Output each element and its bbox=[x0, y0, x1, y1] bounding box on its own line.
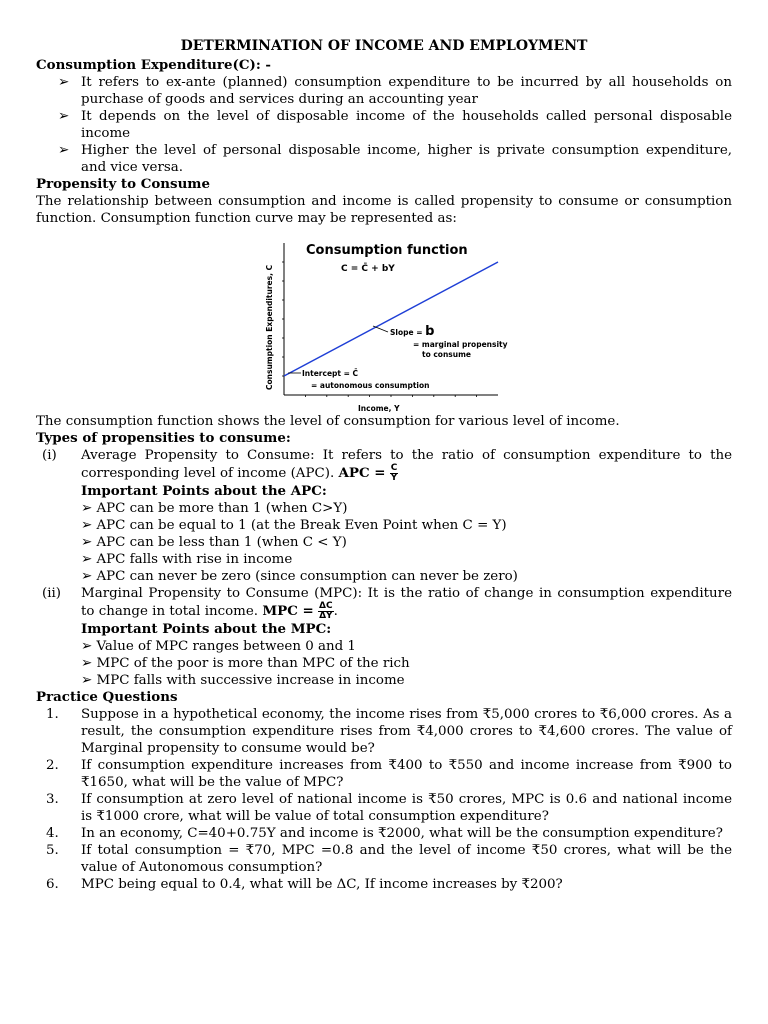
arrow-bullet-icon: ➢ bbox=[58, 75, 70, 90]
list-item: ➢ It refers to ex-ante (planned) consumption expenditure to be incurred by all households on purchase of goods and services during an accounting year bbox=[58, 75, 732, 107]
propensity-text: The relationship between consumption and income is called propensity to consume or consumption function. Consumption function curve may be represented as: bbox=[36, 194, 732, 226]
arrow-bullet-icon: ➢ bbox=[81, 639, 97, 654]
consumption-heading: Consumption Expenditure(C): - bbox=[36, 57, 271, 73]
arrow-bullet-icon: ➢ bbox=[81, 673, 97, 688]
consumption-function-chart bbox=[36, 227, 732, 413]
mpc-number: (ii) bbox=[42, 586, 62, 601]
chart-svg bbox=[36, 227, 732, 413]
propensity-heading: Propensity to Consume bbox=[36, 176, 210, 192]
list-item: ➢ APC can be equal to 1 (at the Break Even Point when C = Y) bbox=[81, 518, 507, 533]
arrow-bullet-icon: ➢ bbox=[81, 656, 97, 671]
arrow-bullet-icon: ➢ bbox=[81, 552, 97, 567]
slope-label: Slope = b bbox=[390, 324, 435, 339]
y-axis-label: Consumption Expenditures, C bbox=[265, 264, 274, 390]
question-item: 3. If consumption at zero level of national income is ₹50 crores, MPC is 0.6 and national income is ₹1000 crore, what will be value of total consumption expenditure? bbox=[46, 792, 732, 824]
apc-points-heading: Important Points about the APC: bbox=[81, 483, 327, 499]
intercept-desc: = autonomous consumption bbox=[311, 381, 430, 390]
mpc-text: Marginal Propensity to Consume (MPC): It is the ratio of change in consumption expenditure to change in total income. bbox=[81, 586, 732, 619]
arrow-bullet-icon: ➢ bbox=[58, 143, 70, 158]
x-axis-label: Income, Y bbox=[358, 404, 400, 413]
list-item: ➢ It depends on the level of disposable income of the households called personal disposable income bbox=[58, 109, 732, 141]
mpc-fraction: $\frac{\Delta C}{\Delta Y}$ bbox=[319, 601, 333, 621]
mpc-points bbox=[36, 621, 732, 689]
list-item: ➢ APC can be less than 1 (when C < Y) bbox=[81, 535, 347, 550]
question-item: 1. Suppose in a hypothetical economy, the income rises from ₹5,000 crores to ₹6,000 crores. As a result, the consumption expenditure rises from ₹4,000 crores to ₹4,600 crores. The value of Marginal propensity to consume would be? bbox=[46, 707, 732, 756]
arrow-bullet-icon: ➢ bbox=[81, 569, 97, 584]
apc-points bbox=[36, 483, 732, 585]
arrow-bullet-icon: ➢ bbox=[58, 109, 70, 124]
apc-fraction: $\frac{C}{Y}$ bbox=[390, 463, 398, 483]
types-heading: Types of propensities to consume: bbox=[36, 430, 291, 446]
list-item: ➢ Higher the level of personal disposable income, higher is private consumption expenditure, and vice versa. bbox=[58, 143, 732, 175]
function-text: The consumption function shows the level of consumption for various level of income. bbox=[36, 414, 620, 429]
list-item: ➢ APC can be more than 1 (when C>Y) bbox=[81, 501, 348, 516]
mpc-formula-label: MPC = bbox=[262, 603, 314, 619]
question-item: 4. In an economy, C=40+0.75Y and income is ₹2000, what will be the consumption expenditure? bbox=[46, 826, 723, 841]
practice-heading: Practice Questions bbox=[36, 689, 178, 705]
arrow-bullet-icon: ➢ bbox=[81, 535, 97, 550]
chart-equation: C = C̄ + bY bbox=[341, 264, 395, 274]
question-item: 5. If total consumption = ₹70, MPC =0.8 and the level of income ₹50 crores, what will be the value of Autonomous consumption? bbox=[46, 843, 732, 875]
practice-questions bbox=[36, 706, 732, 893]
mpc-points-heading: Important Points about the MPC: bbox=[81, 621, 332, 637]
list-item: ➢ APC can never be zero (since consumption can never be zero) bbox=[81, 569, 518, 584]
question-item: 6. MPC being equal to 0.4, what will be ΔC, If income increases by ₹200? bbox=[46, 877, 563, 892]
apc-formula-label: APC = bbox=[338, 465, 386, 481]
mpc-section: (ii) Marginal Propensity to Consume (MPC): It is the ratio of change in consumption expenditure to change in total income. MPC = $\frac{\Delta C}{\Delta Y}$ . bbox=[42, 586, 732, 621]
slope-desc-2: to consume bbox=[422, 350, 471, 359]
apc-text: Average Propensity to Consume: It refers to the ratio of consumption expenditure to the corresponding level of income (APC). bbox=[81, 448, 732, 481]
list-item: ➢ APC falls with rise in income bbox=[81, 552, 293, 567]
slope-desc-1: = marginal propensity bbox=[413, 340, 508, 349]
question-item: 2. If consumption expenditure increases from ₹400 to ₹550 and income increase from ₹900 to ₹1650, what will be the value of MPC? bbox=[46, 758, 732, 790]
intercept-label: Intercept = C̄ bbox=[302, 369, 358, 378]
consumption-bullets bbox=[36, 74, 732, 176]
list-item: ➢ MPC of the poor is more than MPC of the rich bbox=[81, 656, 410, 671]
arrow-bullet-icon: ➢ bbox=[81, 501, 97, 516]
document-page bbox=[36, 38, 732, 893]
apc-section bbox=[36, 447, 732, 483]
list-item: ➢ MPC falls with successive increase in income bbox=[81, 673, 405, 688]
apc-number: (i) bbox=[42, 448, 57, 463]
chart-title: Consumption function bbox=[306, 243, 468, 258]
arrow-bullet-icon: ➢ bbox=[81, 518, 97, 533]
list-item: ➢ Value of MPC ranges between 0 and 1 bbox=[81, 639, 356, 654]
page-title: DETERMINATION OF INCOME AND EMPLOYMENT bbox=[180, 38, 588, 54]
